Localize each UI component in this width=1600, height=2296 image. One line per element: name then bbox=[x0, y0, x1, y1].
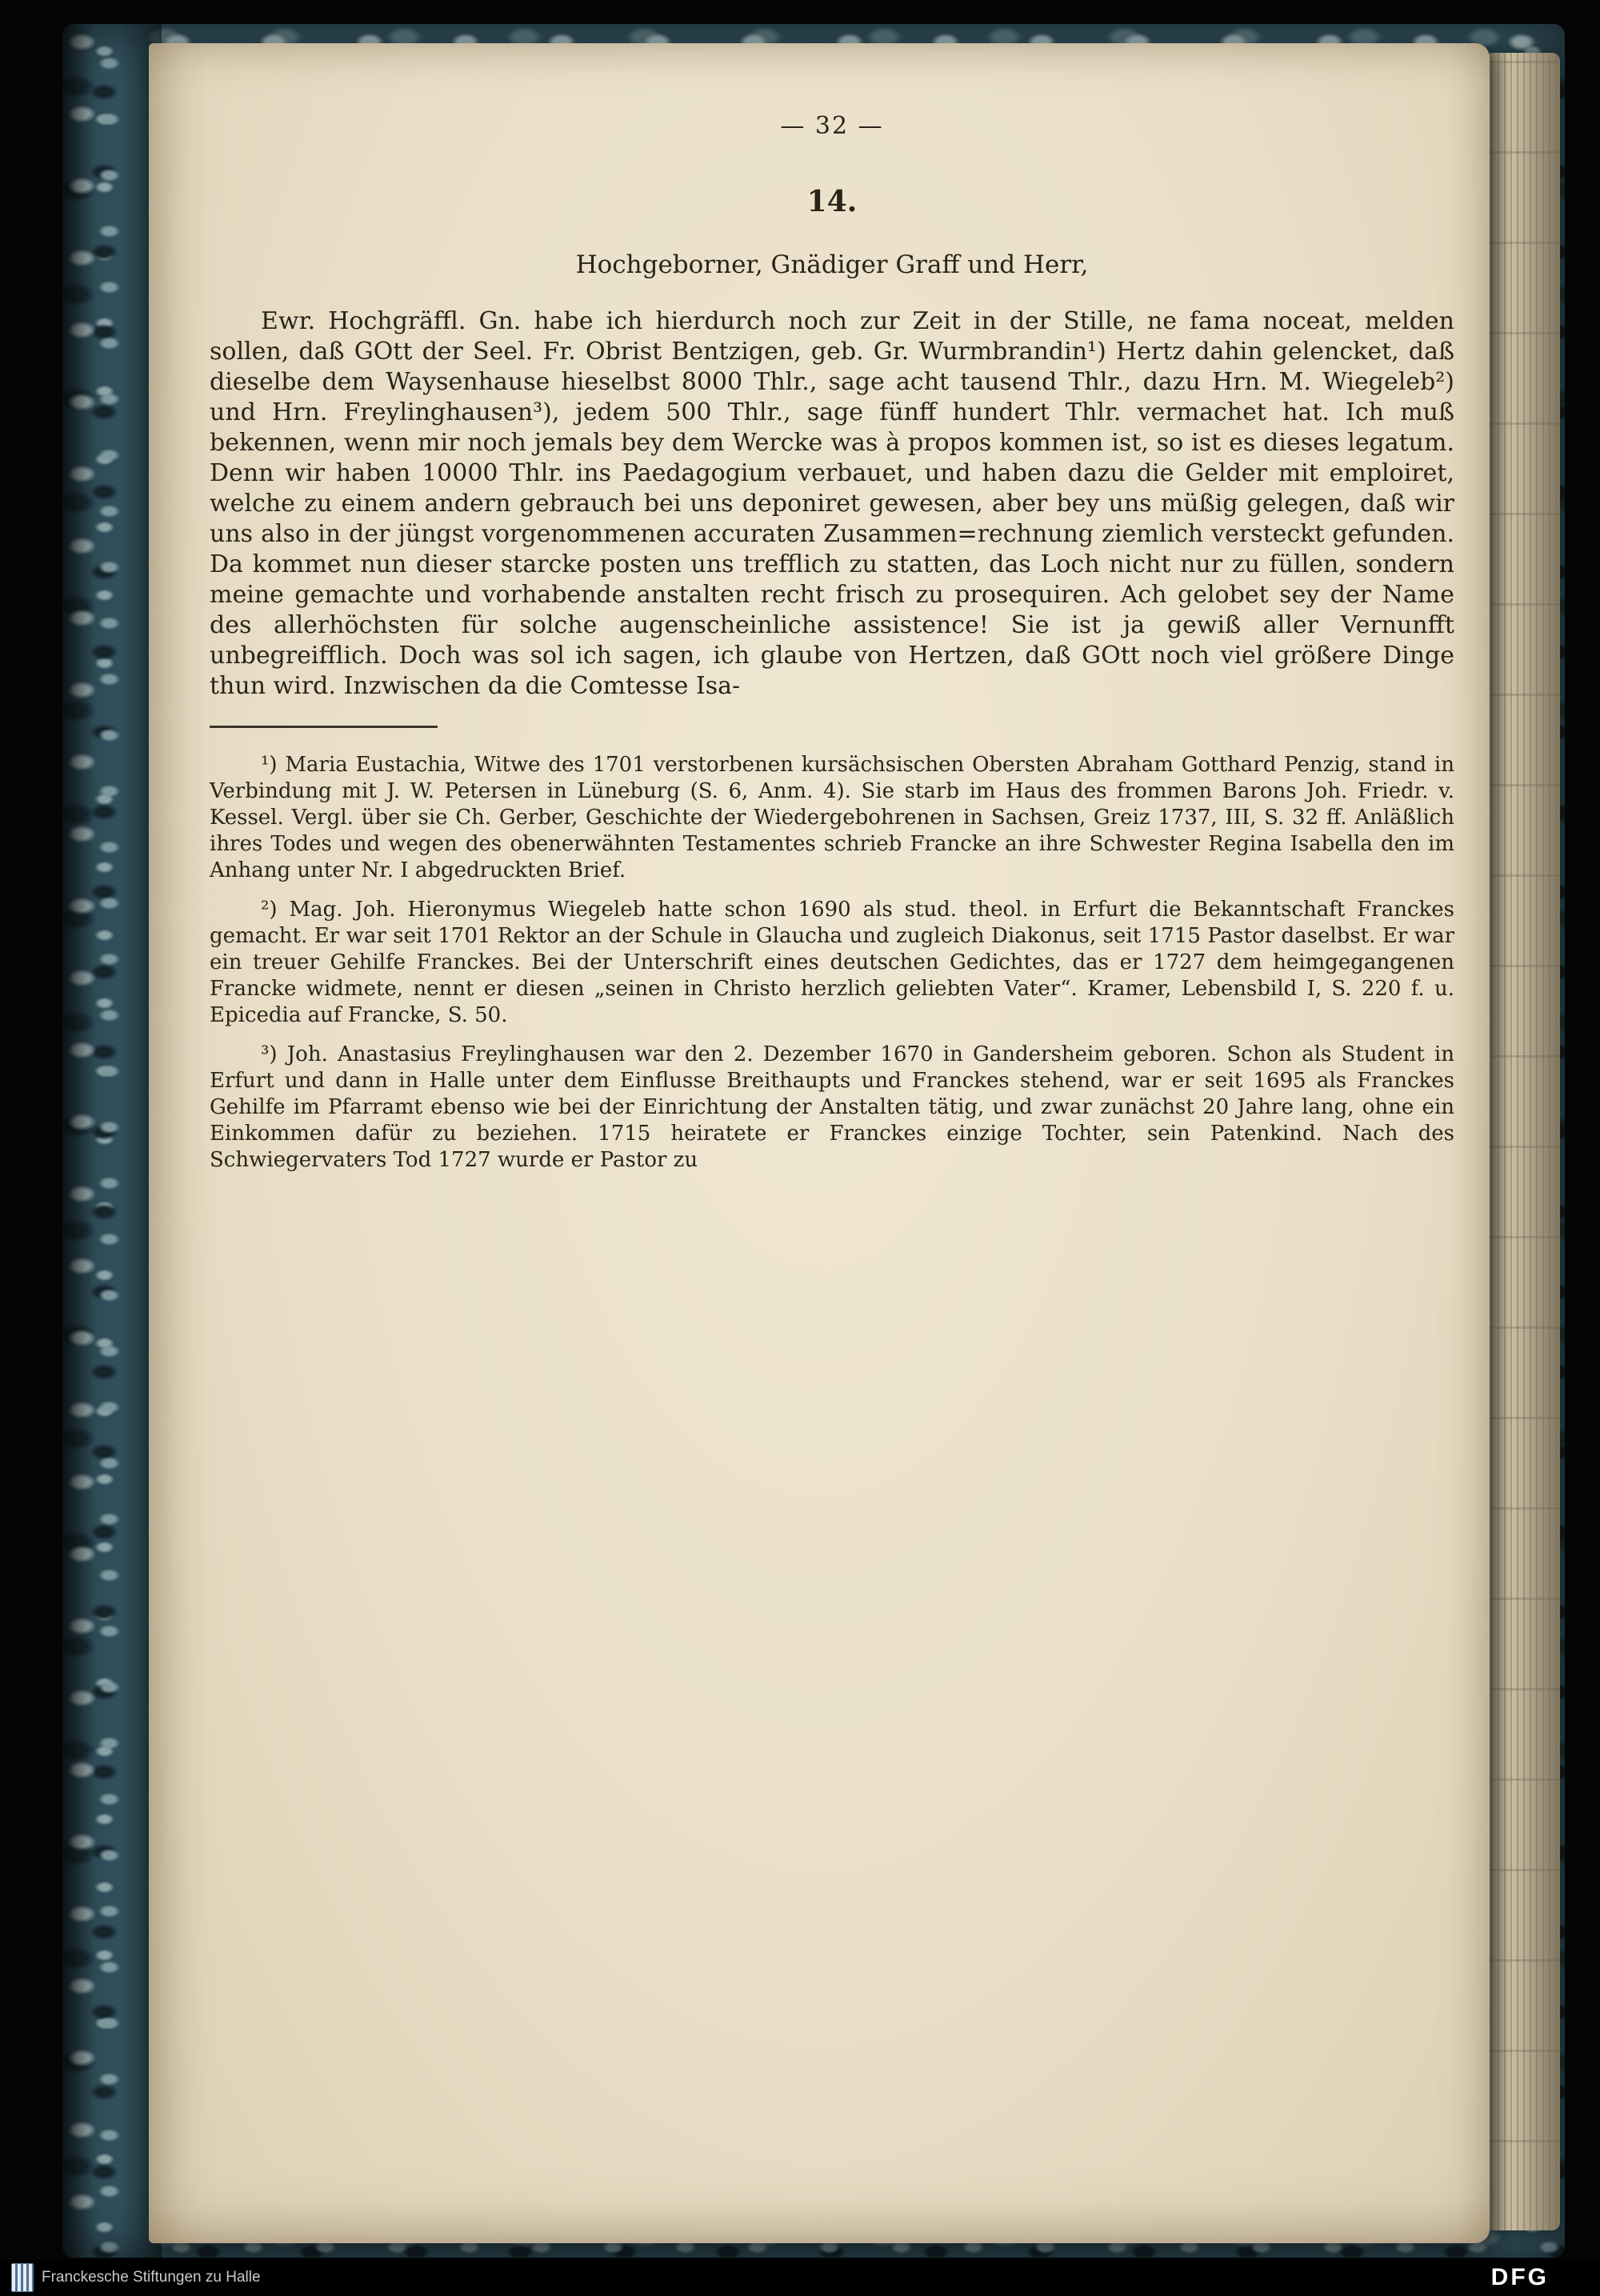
footnote-1: ¹) Maria Eustachia, Witwe des 1701 verstorbenen kursächsischen Obersten Abraham Gotthard Penzig, stand in Verbindung mit J. W. Petersen in Lüneburg (S. 6, Anm. 4). Sie starb im Haus des frommen Barons Joh. Friedr. v. Kessel. Vergl. über sie Ch. Gerber, Geschichte der Wiedergebohrenen in Sachsen, Greiz 1737, III, S. 32 ff. Anläßlich ihres Todes und wegen des obenerwähnten Testamentes schrieb Francke an ihre Schwester Regina Isabella den im Anhang unter Nr. I abgedruckten Brief. bbox=[210, 753, 1454, 882]
letter-number-heading: 14. bbox=[806, 185, 858, 218]
viewer-footer-bar bbox=[0, 2259, 1600, 2296]
footnote-separator bbox=[210, 726, 438, 728]
page-stack-edge bbox=[1485, 53, 1560, 2230]
book-page bbox=[149, 43, 1490, 2243]
franckesche-stiftungen-logo-icon bbox=[11, 2263, 34, 2292]
letter-body: Ewr. Hochgräffl. Gn. habe ich hierdurch noch zur Zeit in der Stille, ne fama noceat, melden sollen, daß GOtt der Seel. Fr. Obrist Bentzigen, geb. Gr. Wurmbrandin¹) Hertz dahin gelencket, daß dieselbe dem Waysenhause hieselbst 8000 Thlr., sage acht tausend Thlr., dazu Hrn. M. Wiegeleb²) und Hrn. Freylinghausen³), jedem 500 Thlr., sage fünff hundert Thlr. vermachet hat. Ich muß bekennen, wenn mir noch jemals bey dem Wercke was à propos kommen ist, so ist es dieses legatum. Denn wir haben 10000 Thlr. ins Paedagogium verbauet, und haben dazu die Gelder mit emploiret, welche zu einem andern gebrauch bei uns deponiret gewesen, aber bey uns müßig gelegen, daß wir uns also in der jüngst vorgenommenen accuraten Zusammen=rechnung ziemlich versteckt gefunden. Da kommet nun dieser starcke posten uns trefflich zu statten, das Loch nicht nur zu füllen, sondern meine gemachte und vorhabende anstalten recht frisch zu prosequiren. Ach gelobet sey der Name des allerhöchsten für solche augenscheinliche assistence! Sie ist ja gewiß aller Vernunfft unbegreifflich. Doch was sol ich sagen, ich glaube von Hertzen, daß GOtt noch viel größere Dinge thun wird. Inzwischen da die Comtesse Isa- bbox=[210, 307, 1454, 700]
page-number: — 32 — bbox=[780, 112, 884, 140]
dfg-logo: DFG bbox=[1490, 2264, 1549, 2290]
library-label: Franckesche Stiftungen zu Halle bbox=[42, 2269, 261, 2286]
footnote-3: ³) Joh. Anastasius Freylinghausen war den 2. Dezember 1670 in Gandersheim geboren. Schon als Student in Erfurt und dann in Halle unter dem Einflusse Breithaupts und Franckes stehend, war er seit 1695 als Franckes Gehilfe im Pfarramt ebenso wie bei der Einrichtung der Anstalten tätig, und zwar zunächst 20 Jahre lang, ohne ein Einkommen dafür zu beziehen. 1715 heiratete er Franckes einzige Tochter, sein Patenkind. Nach des Schwiegervaters Tod 1727 wurde er Pastor zu bbox=[210, 1042, 1454, 1172]
footnote-2: ²) Mag. Joh. Hieronymus Wiegeleb hatte schon 1690 als stud. theol. in Erfurt die Bekanntschaft Franckes gemacht. Er war seit 1701 Rektor an der Schule in Glaucha und zugleich Diakonus, seit 1715 Pastor daselbst. Er war ein treuer Gehilfe Franckes. Bei der Unterschrift eines deutschen Gedichtes, das er 1727 dem heimgegangenen Francke widmete, nennt er diesen „seinen in Christo herzlich geliebten Vater“. Kramer, Lebensbild I, S. 220 f. u. Epicedia auf Francke, S. 50. bbox=[210, 898, 1454, 1027]
spine-shadow bbox=[62, 24, 94, 2258]
library-credit bbox=[11, 2263, 261, 2292]
page-content bbox=[210, 112, 1454, 1186]
salutation: Hochgeborner, Gnädiger Graff und Herr, bbox=[575, 250, 1089, 279]
